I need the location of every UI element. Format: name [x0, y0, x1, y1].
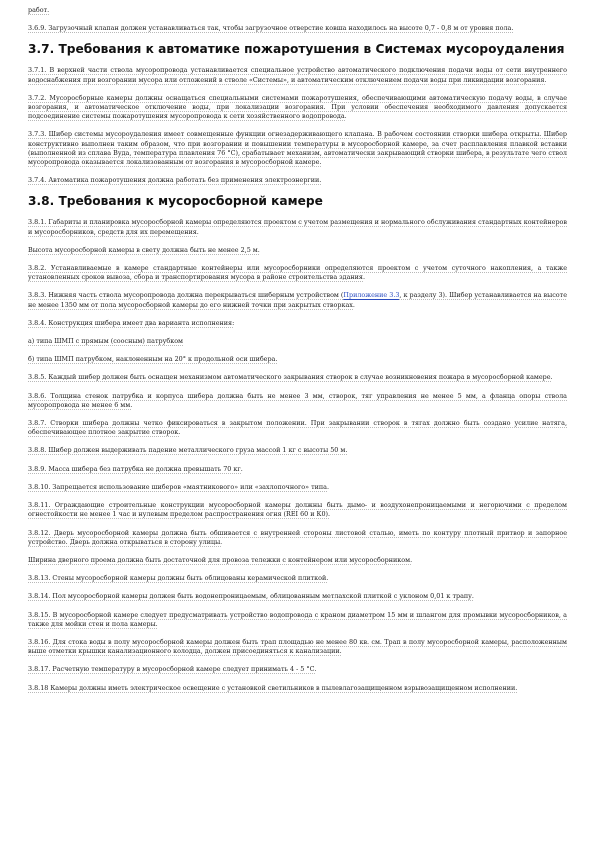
paragraph: 3.7.1. В верхней части ствола мусоропровода устанавливается специальное устройство автоматического подключения подачи воды от сети внутреннего водоснабжения при возгорании мусора или отложений в стволе «Системы», и автоматическим отключением подачи воды при ликвидации возгорания.	[28, 66, 567, 84]
paragraph: Ширина дверного проема должна быть достаточной для провоза тележки с контейнером или мусоросборником.	[28, 555, 413, 564]
paragraph: 3.8.12. Дверь мусоросборной камеры должна быть обшивается с внутренней стороны листовой сталью, иметь по контуру плотный притвор и запорное устройство. Дверь должна открываться в сторону улицы.	[28, 528, 567, 546]
paragraph: 3.8.15. В мусоросборной камере следует предусматривать устройство водопровода с краном диаметром 15 мм и шлангом для промывки мусоросборников, а также для мойки стен и пола камеры.	[28, 610, 567, 628]
paragraph: 3.8.7. Створки шибера должны четко фиксироваться в закрытом положении. При закрывании створок в тягах должно быть создано усилие натяга, обеспечивающее плотное закрытие створок.	[28, 419, 567, 437]
paragraph: 3.8.18 Камеры должны иметь электрическое освещение с установкой светильников в пылевлагозащищенном взрывозащищенном исполнении.	[28, 683, 518, 692]
paragraph	[28, 291, 567, 309]
paragraph: 3.8.4. Конструкция шибера имеет два варианта исполнения:	[28, 318, 235, 327]
paragraph: 3.8.2. Устанавливаемые в камере стандартные контейнеры или мусоросборники определяются проектом с учетом суточного накопления, а также установленных сроков вывоза, сбора и транспортирования мусора в районе строительства здания.	[28, 264, 567, 282]
appendix-link[interactable]: Приложение 3.3	[343, 291, 400, 300]
paragraph: 3.8.14. Пол мусоросборной камеры должен быть водонепроницаемым, облицованным метлахской плиткой с уклоном 0,01 к трапу.	[28, 592, 474, 601]
paragraph: 3.8.9. Масса шибера без патрубка не должна превышать 70 кг.	[28, 464, 243, 473]
paragraph: 3.8.6. Толщина стенок патрубка и корпуса шибера должна быть не менее 3 мм, створок, тяг управления не менее 5 мм, а фланца опоры ствола мусоропровода не менее 6 мм.	[28, 391, 567, 409]
paragraph: б) типа ШМП патрубком, наклоненным на 20° к продольной оси шибера.	[28, 355, 278, 364]
paragraph: 3.8.8. Шибер должен выдерживать падение металлического груза массой 1 кг с высоты 50 м.	[28, 446, 348, 455]
document-page	[28, 6, 567, 702]
section-heading: 3.7. Требования к автоматике пожаротушения в Системах мусороудаления	[28, 42, 565, 57]
paragraph: 3.8.17. Расчетную температуру в мусоросборной камере следует принимать 4 - 5 °С.	[28, 665, 317, 674]
paragraph: работ.	[28, 6, 50, 14]
paragraph: 3.7.2. Мусоросборные камеры должны оснащаться специальными системами пожаротушения, обеспечивающими автоматическую подачу воды, в случае возгорания, и автоматическое отключение воды, при локализации возгорания. При условии обеспечения необходимого давления допускается подсоединение системы пожаротушения мусоропровода к сети хозяйственного водопровода.	[28, 93, 567, 121]
paragraph: 3.8.13. Стены мусоросборной камеры должны быть облицованы керамической плиткой.	[28, 574, 329, 583]
paragraph: 3.7.3. Шибер системы мусороудаления имеет совмещенные функции огнезадерживающего клапана. В рабочем состоянии створки шибера открыты. Шибер конструктивно выполнен таким образом, что при возгорании и повышении температуры в мусоросборной камере, за счет расплавления плавкой вставки (выполненной из сплава Вуда, температура плавления 76 °С), срабатывает механизм, автоматически закрывающий створки шибера, в результате чего ствол мусоропровода оказывается локализованным от возгорания в мусоросборной камере.	[28, 130, 567, 167]
section-heading: 3.8. Требования к мусоросборной камере	[28, 194, 323, 209]
paragraph: 3.7.4. Автоматика пожаротушения должна работать без применения электроэнергии.	[28, 176, 322, 185]
paragraph: 3.8.1. Габариты и планировка мусоросборной камеры определяются проектом с учетом размещения и нормального обслуживания стандартных контейнеров и мусоросборников, средств для их перемещения.	[28, 218, 567, 236]
paragraph: 3.8.16. Для стока воды в полу мусоросборной камеры должен быть трап площадью не менее 80 кв. см. Трап в полу мусоросборной камеры, расположенным выше отметки крышки канализационного колодца, должен присоединяться к канализации.	[28, 637, 567, 656]
paragraph-text: 3.8.3. Нижняя часть ствола мусоропровода должна перекрываться шиберным устройством (	[28, 291, 344, 300]
paragraph: Высота мусоросборной камеры в свету должна быть не менее 2,5 м.	[28, 245, 260, 254]
paragraph: 3.8.10. Запрещается использование шиберов «маятникового» или «захлопочного» типа.	[28, 482, 329, 491]
paragraph: 3.6.9. Загрузочный клапан должен устанавливаться так, чтобы загрузочное отверстие ковша находилось на высоте 0,7 - 0,8 м от уровня пола.	[28, 24, 514, 33]
paragraph: 3.8.5. Каждый шибер должен быть оснащен механизмом автоматического закрывания створок в случае возникновения пожара в мусоросборной камере.	[28, 373, 553, 382]
paragraph: 3.8.11. Ограждающие строительные конструкции мусоросборной камеры должны быть дымо- и воздухонепроницаемыми и негорючими с пределом огнестойкости не менее 1 час и нулевым пределом распространения огня (RЕI 60 и К0).	[28, 501, 567, 519]
paragraph-text: , к разделу 3). Шибер устанавливается на высоте не менее 1350 мм от пола мусоросборной камеры до его нижней точки при закрытых створках.	[28, 291, 567, 309]
paragraph: а) типа ШМП с прямым (соосным) патрубком	[28, 337, 184, 346]
